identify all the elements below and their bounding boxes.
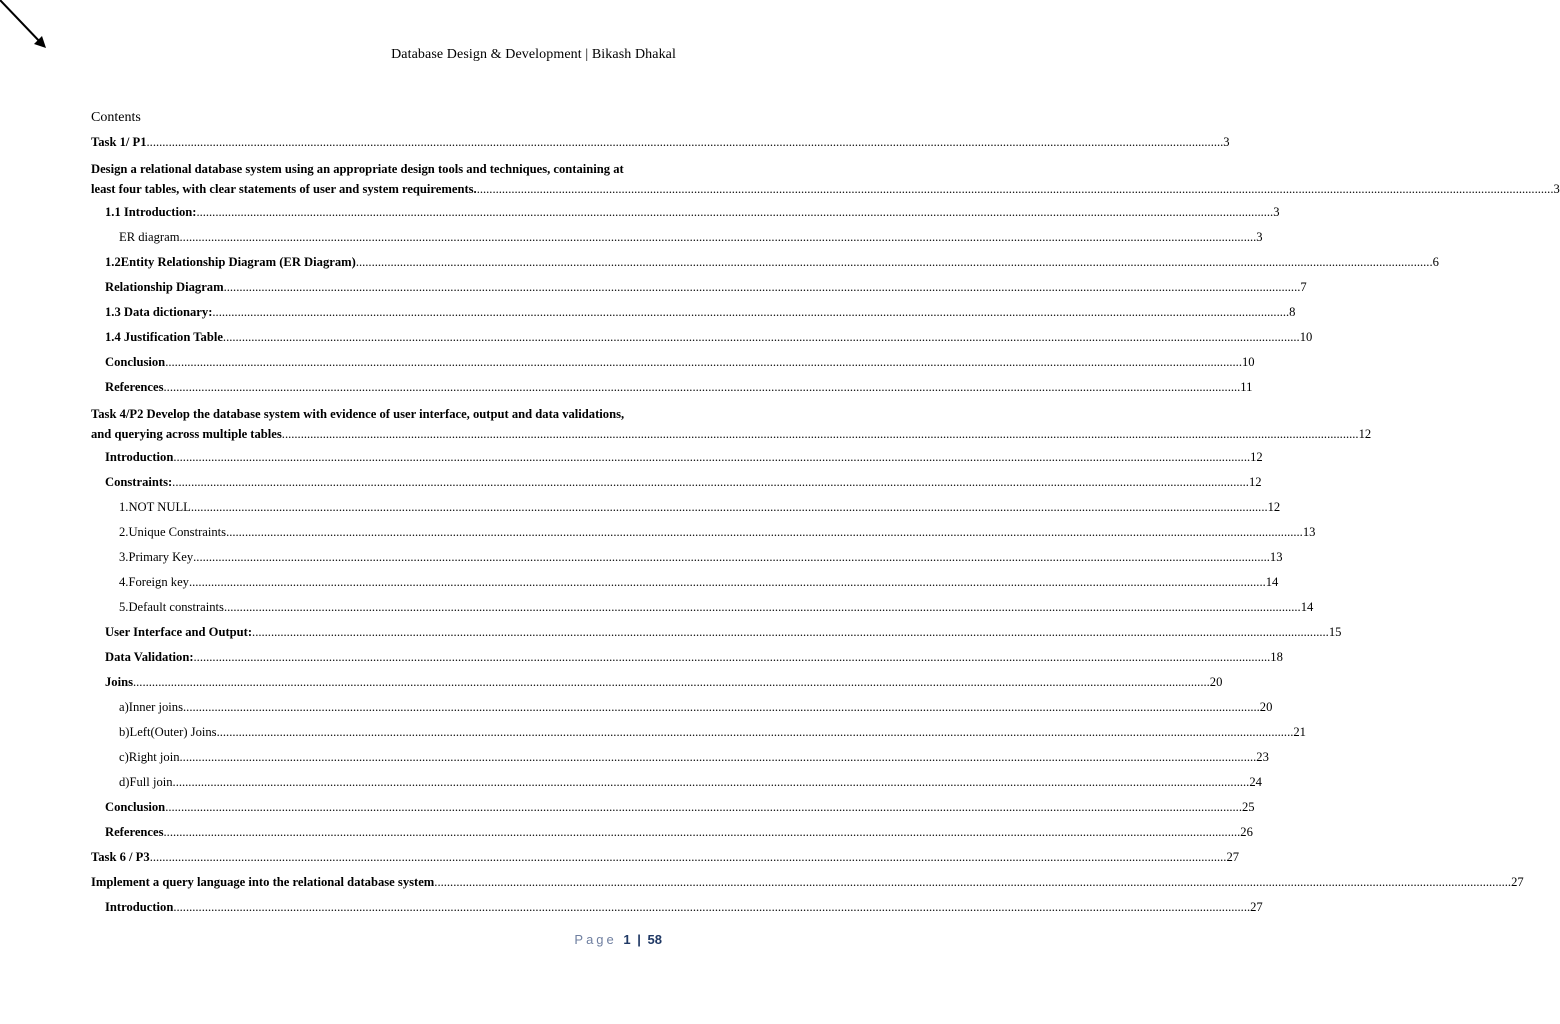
toc-entry[interactable] [91, 279, 1307, 295]
toc-entry-title: Conclusion [105, 355, 166, 369]
toc-entry-title: User Interface and Output: [105, 625, 253, 639]
toc-entry[interactable] [91, 674, 1223, 690]
toc-leader-dots [194, 649, 1271, 665]
toc-entry-page: 21 [1293, 725, 1306, 739]
toc-entry[interactable] [91, 849, 1240, 865]
toc-entry-page: 6 [1432, 255, 1439, 269]
toc-entry[interactable] [91, 799, 1255, 815]
toc-entry-number: b) [119, 725, 130, 739]
footer-page-label: Page [574, 932, 617, 947]
toc-leader-dots [165, 354, 1242, 370]
toc-entry[interactable] [91, 204, 1280, 220]
toc-leader-dots [133, 674, 1210, 690]
toc-entry[interactable] [91, 304, 1296, 320]
toc-entry-title: Conclusion [105, 800, 166, 814]
toc-entry[interactable] [91, 329, 1313, 345]
toc-entry[interactable] [91, 449, 1263, 465]
toc-leader-dots [224, 279, 1301, 295]
toc-entry[interactable] [91, 474, 1262, 490]
toc-entry-page: 18 [1270, 650, 1283, 664]
toc-leader-dots [180, 229, 1257, 245]
toc-entry-number: 1. [119, 500, 129, 514]
toc-entry-title: Introduction [105, 900, 174, 914]
toc-entry-page: 8 [1289, 305, 1296, 319]
toc-entry-page: 3 [1553, 182, 1560, 196]
toc-entry-page: 7 [1300, 280, 1307, 294]
toc-entry-page: 3 [1256, 230, 1263, 244]
footer-total-pages: 58 [647, 932, 662, 947]
toc-entry-page: 23 [1256, 750, 1269, 764]
toc-entry[interactable] [91, 699, 1273, 715]
toc-leader-dots [147, 134, 1224, 150]
toc-entry-title: Constraints: [105, 475, 173, 489]
toc-entry[interactable] [91, 159, 1560, 199]
toc-entry-title-line: Task 4/P2 Develop the database system with evidence of user interface, output and data validations, [91, 407, 625, 421]
toc-entry-page: 25 [1241, 800, 1255, 814]
toc-entry-title: Joins [105, 675, 133, 689]
toc-entry-page: 13 [1302, 525, 1316, 539]
toc-entry[interactable] [91, 649, 1283, 665]
toc-leader-dots [191, 499, 1268, 515]
toc-entry[interactable] [91, 824, 1253, 840]
toc-entry-title: Foreign key [128, 575, 189, 589]
toc-entry-number: 3. [119, 550, 129, 564]
toc-entry-title-line: least four tables, with clear statements of user and system requirements. [91, 182, 477, 196]
toc-leader-dots [356, 254, 1433, 270]
toc-entry-page: 3 [1273, 205, 1280, 219]
toc-entry-page: 14 [1265, 575, 1279, 589]
arrow-icon [0, 0, 60, 60]
toc-entry-page: 27 [1226, 850, 1240, 864]
toc-leader-dots [165, 799, 1242, 815]
toc-entry-number: a) [119, 700, 129, 714]
toc-leader-dots [434, 874, 1511, 890]
toc-entry-title: Introduction [105, 450, 174, 464]
toc-leader-dots [477, 179, 1554, 199]
toc-entry-title: Implement a query language into the relational database system [91, 875, 435, 889]
toc-entry-number: d) [119, 775, 130, 789]
toc-entry[interactable] [91, 574, 1279, 590]
page-header: Database Design & Development | Bikash Dhakal [391, 47, 676, 62]
contents-heading: Contents [91, 110, 141, 125]
toc-entry[interactable] [91, 549, 1283, 565]
toc-entry-title: 1.4 Justification Table [105, 330, 223, 344]
toc-entry[interactable] [91, 899, 1263, 915]
toc-entry-page: 12 [1248, 475, 1262, 489]
toc-leader-dots [164, 379, 1241, 395]
toc-leader-dots [226, 524, 1303, 540]
toc-entry-number: c) [119, 750, 129, 764]
toc-entry-page: 26 [1240, 825, 1253, 839]
toc-entry[interactable] [91, 749, 1269, 765]
toc-leader-dots [183, 699, 1260, 715]
toc-entry[interactable] [91, 499, 1281, 515]
toc-entry-page: 20 [1259, 700, 1273, 714]
toc-entry-page: 3 [1223, 135, 1230, 149]
toc-entry-page: 27 [1250, 900, 1263, 914]
toc-leader-dots [173, 774, 1250, 790]
toc-leader-dots [173, 449, 1250, 465]
toc-entry-title-line: and querying across multiple tables [91, 427, 282, 441]
toc-entry-page: 15 [1328, 625, 1342, 639]
toc-entry[interactable] [91, 404, 1372, 444]
toc-leader-dots [217, 724, 1294, 740]
toc-entry-title: ER diagram [119, 230, 180, 244]
toc-entry-title: References [105, 825, 164, 839]
toc-entry-number: 2. [119, 525, 129, 539]
toc-entry-title: Inner joins [128, 700, 184, 714]
toc-entry-page: 12 [1358, 427, 1372, 441]
toc-entry-page: 10 [1241, 355, 1255, 369]
toc-entry-title: Unique Constraints [128, 525, 227, 539]
toc-entry-page: 20 [1209, 675, 1223, 689]
toc-entry-page: 14 [1300, 600, 1314, 614]
toc-entry-title: Full join [129, 775, 173, 789]
toc-leader-dots [223, 329, 1300, 345]
toc-entry[interactable] [91, 524, 1316, 540]
toc-entry-page: 12 [1267, 500, 1281, 514]
toc-leader-dots [189, 574, 1266, 590]
toc-entry[interactable] [91, 254, 1439, 270]
toc-entry-title: Task 6 / P3 [91, 850, 150, 864]
toc-leader-dots [212, 304, 1289, 320]
toc-entry-number: 4. [119, 575, 129, 589]
page-footer [574, 932, 662, 947]
toc-entry-title: References [105, 380, 164, 394]
toc-entry-page: 10 [1299, 330, 1313, 344]
toc-entry[interactable] [91, 724, 1306, 740]
toc-entry[interactable] [91, 874, 1524, 890]
toc-entry-number: 5. [119, 600, 129, 614]
toc-entry[interactable] [91, 599, 1314, 615]
toc-entry[interactable] [91, 774, 1262, 790]
toc-leader-dots [196, 204, 1273, 220]
toc-leader-dots [282, 424, 1359, 444]
toc-entry[interactable] [91, 354, 1255, 370]
toc-entry-title: 1.2Entity Relationship Diagram (ER Diagram) [105, 255, 356, 269]
toc-entry-title: Default constraints [128, 600, 224, 614]
toc-entry-title: NOT NULL [128, 500, 191, 514]
toc-entry-page: 13 [1269, 550, 1283, 564]
toc-entry[interactable] [91, 379, 1253, 395]
toc-entry-title: Task 1/ P1 [91, 135, 147, 149]
toc-leader-dots [224, 599, 1301, 615]
toc-entry-title: Left(Outer) Joins [129, 725, 217, 739]
toc-entry-title: 1.3 Data dictionary: [105, 305, 213, 319]
toc-entry[interactable] [91, 134, 1230, 150]
toc-entry[interactable] [91, 624, 1342, 640]
toc-entry-title: Primary Key [128, 550, 194, 564]
toc-leader-dots [193, 549, 1270, 565]
toc-entry-page: 27 [1511, 875, 1524, 889]
toc-leader-dots [164, 824, 1241, 840]
toc-leader-dots [252, 624, 1329, 640]
toc-entry[interactable] [91, 229, 1263, 245]
toc-entry-page: 12 [1250, 450, 1263, 464]
toc-entry-page: 11 [1240, 380, 1253, 394]
toc-entry-title: Right join [128, 750, 180, 764]
table-of-contents [91, 134, 1560, 924]
toc-leader-dots [150, 849, 1227, 865]
footer-current-page: 1 [623, 932, 631, 947]
toc-entry-title: 1.1 Introduction: [105, 205, 197, 219]
toc-leader-dots [173, 899, 1250, 915]
toc-leader-dots [180, 749, 1257, 765]
toc-entry-title: Data Validation: [105, 650, 194, 664]
toc-leader-dots [172, 474, 1249, 490]
toc-entry-title: Relationship Diagram [105, 280, 224, 294]
toc-entry-title-line: Design a relational database system using an appropriate design tools and techniques, containing at [91, 162, 624, 176]
toc-entry-page: 24 [1249, 775, 1262, 789]
footer-separator: | [637, 932, 641, 947]
